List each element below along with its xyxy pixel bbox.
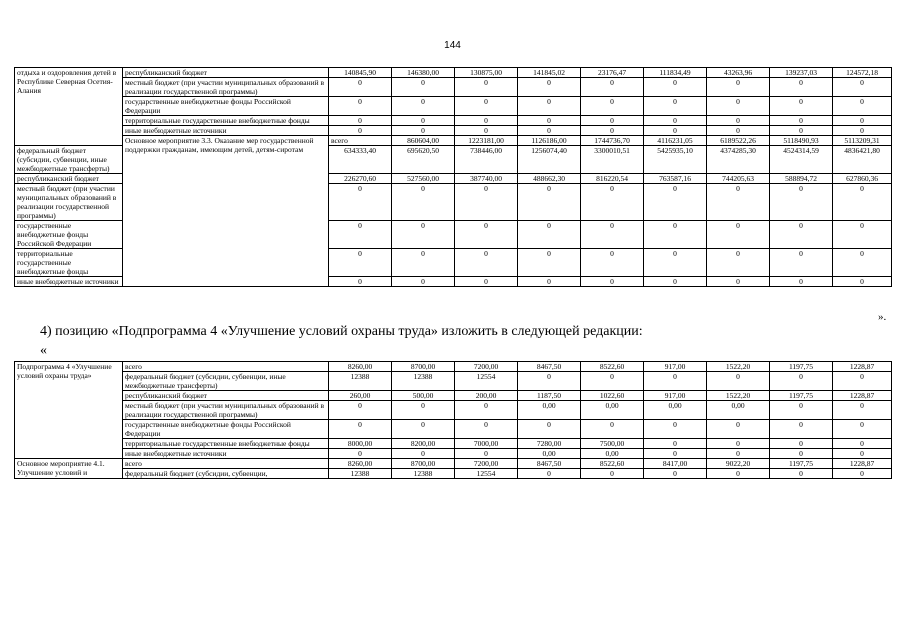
amount-cell: 0 xyxy=(770,420,833,439)
amount-cell: 8467,50 xyxy=(518,362,581,372)
amount-cell: 0 xyxy=(707,184,770,221)
amount-cell: 0 xyxy=(392,249,455,277)
funding-source-cell: федеральный бюджет (субсидии, субвенции, xyxy=(123,469,329,479)
amount-cell: 0 xyxy=(833,469,892,479)
table-row xyxy=(15,449,892,459)
funding-source-cell: республиканский бюджет xyxy=(123,391,329,401)
amount-cell: 0,00 xyxy=(644,401,707,420)
amount-cell: 8522,60 xyxy=(581,362,644,372)
table-row xyxy=(15,401,892,420)
amount-cell: 0 xyxy=(518,184,581,221)
amount-cell: 0 xyxy=(329,221,392,249)
amount-cell: 0 xyxy=(455,401,518,420)
amount-cell: 0 xyxy=(455,420,518,439)
amount-cell: 12554 xyxy=(455,372,518,391)
amount-cell: 43263,96 xyxy=(707,68,770,78)
amount-cell: 5113209,31 xyxy=(833,136,892,146)
amount-cell: 3300010,51 xyxy=(581,146,644,174)
amount-cell: 0 xyxy=(707,420,770,439)
amount-cell: 140845,90 xyxy=(329,68,392,78)
amount-cell: 4836421,80 xyxy=(833,146,892,174)
funding-source-cell: иные внебюджетные источники xyxy=(123,126,329,136)
amount-cell: 0 xyxy=(644,372,707,391)
amount-cell: 0 xyxy=(455,126,518,136)
amount-cell: 0 xyxy=(392,97,455,116)
amount-cell: 0 xyxy=(770,449,833,459)
amount-cell: 488662,30 xyxy=(518,174,581,184)
funding-source-cell: государственные внебюджетные фонды Российской Федерации xyxy=(15,221,123,249)
amount-cell: 0 xyxy=(707,469,770,479)
amount-cell: 387740,00 xyxy=(455,174,518,184)
amount-cell: 0 xyxy=(518,420,581,439)
amount-cell: 12388 xyxy=(392,372,455,391)
amount-cell: 0 xyxy=(770,184,833,221)
amount-cell: 860604,00 xyxy=(392,136,455,146)
amount-cell: 1187,50 xyxy=(518,391,581,401)
amount-cell: 4374285,30 xyxy=(707,146,770,174)
table-row xyxy=(15,116,892,126)
amount-cell: 1228,87 xyxy=(833,459,892,469)
amount-cell: 0 xyxy=(581,372,644,391)
funding-source-cell: республиканский бюджет xyxy=(123,68,329,78)
amount-cell: 0 xyxy=(518,221,581,249)
amount-cell: 0 xyxy=(833,126,892,136)
amount-cell: 0 xyxy=(707,78,770,97)
amount-cell: 0 xyxy=(329,420,392,439)
amount-cell: 0 xyxy=(707,221,770,249)
funding-source-cell: местный бюджет (при участии муниципальных образований в реализации государственной программы) xyxy=(123,78,329,97)
amount-cell: 763587,16 xyxy=(644,174,707,184)
table-row xyxy=(15,459,892,469)
amount-cell: 0 xyxy=(770,97,833,116)
amount-cell: 226270,60 xyxy=(329,174,392,184)
amount-cell: 1744736,70 xyxy=(581,136,644,146)
amount-cell: 634333,40 xyxy=(329,146,392,174)
amount-cell: 0 xyxy=(581,116,644,126)
amount-cell: 0 xyxy=(707,277,770,287)
opening-quote: « xyxy=(40,343,47,358)
amount-cell: 23176,47 xyxy=(581,68,644,78)
table-row xyxy=(15,391,892,401)
funding-source-cell: территориальные государственные внебюджетные фонды xyxy=(15,249,123,277)
amount-cell: 0 xyxy=(644,449,707,459)
amount-cell: 744205,63 xyxy=(707,174,770,184)
table-row xyxy=(15,372,892,391)
closing-quote: ». xyxy=(878,311,887,323)
funding-source-cell: государственные внебюджетные фонды Российской Федерации xyxy=(123,97,329,116)
amount-cell: 0 xyxy=(644,184,707,221)
amount-cell: 7200,00 xyxy=(455,459,518,469)
amount-cell: 0 xyxy=(329,401,392,420)
activity-name-cell: Основное мероприятие 3.3. Оказание мер государственной поддержки гражданам, имеющим детей, детям-сиротам xyxy=(123,136,329,287)
amount-cell: 141845,02 xyxy=(518,68,581,78)
amount-cell: 6189522,26 xyxy=(707,136,770,146)
amount-cell: 0 xyxy=(455,97,518,116)
funding-source-cell: территориальные государственные внебюджетные фонды xyxy=(123,439,329,449)
funding-source-cell: территориальные государственные внебюджетные фонды xyxy=(123,116,329,126)
amount-cell: 0 xyxy=(644,97,707,116)
amount-cell: 0 xyxy=(644,126,707,136)
amount-cell: 0 xyxy=(455,184,518,221)
funding-source-cell: всего xyxy=(329,136,392,146)
activity-name-cell: Основное мероприятие 4.1. Улучшение условий и xyxy=(15,459,123,479)
amount-cell: 0 xyxy=(581,469,644,479)
amount-cell: 0 xyxy=(770,439,833,449)
amount-cell: 0 xyxy=(518,116,581,126)
amount-cell: 0 xyxy=(329,277,392,287)
funding-source-cell: иные внебюджетные источники xyxy=(123,449,329,459)
amount-cell: 12388 xyxy=(329,469,392,479)
amount-cell: 0 xyxy=(455,221,518,249)
amount-cell: 8200,00 xyxy=(392,439,455,449)
table-row xyxy=(15,362,892,372)
amount-cell: 0 xyxy=(581,249,644,277)
amount-cell: 0 xyxy=(455,277,518,287)
amount-cell: 0 xyxy=(329,184,392,221)
amount-cell: 7280,00 xyxy=(518,439,581,449)
amount-cell: 7500,00 xyxy=(581,439,644,449)
table-row xyxy=(15,439,892,449)
amount-cell: 12388 xyxy=(329,372,392,391)
amount-cell: 0 xyxy=(581,78,644,97)
amount-cell: 588894,72 xyxy=(770,174,833,184)
amount-cell: 200,00 xyxy=(455,391,518,401)
amount-cell: 0 xyxy=(707,97,770,116)
amount-cell: 0 xyxy=(833,420,892,439)
amount-cell: 0 xyxy=(644,469,707,479)
amount-cell: 7000,00 xyxy=(455,439,518,449)
table-row xyxy=(15,136,892,146)
amount-cell: 9022,20 xyxy=(707,459,770,469)
amount-cell: 0 xyxy=(833,97,892,116)
amount-cell: 0 xyxy=(833,116,892,126)
amount-cell: 0 xyxy=(581,184,644,221)
amount-cell: 0 xyxy=(329,449,392,459)
amount-cell: 627860,36 xyxy=(833,174,892,184)
amendment-instruction: 4) позицию «Подпрограмма 4 «Улучшение условий охраны труда» изложить в следующей редакции: xyxy=(40,324,643,339)
amount-cell: 0 xyxy=(392,401,455,420)
amount-cell: 8467,50 xyxy=(518,459,581,469)
amount-cell: 0 xyxy=(329,97,392,116)
amount-cell: 0 xyxy=(581,420,644,439)
amount-cell: 0 xyxy=(518,277,581,287)
amount-cell: 0 xyxy=(392,116,455,126)
amount-cell: 1197,75 xyxy=(770,459,833,469)
amount-cell: 1228,87 xyxy=(833,362,892,372)
funding-source-cell: всего xyxy=(123,362,329,372)
amount-cell: 0 xyxy=(644,116,707,126)
amount-cell: 0 xyxy=(518,469,581,479)
amount-cell: 0 xyxy=(392,221,455,249)
amount-cell: 1228,87 xyxy=(833,391,892,401)
amount-cell: 0 xyxy=(518,97,581,116)
amount-cell: 1022,60 xyxy=(581,391,644,401)
funding-source-cell: местный бюджет (при участии муниципальных образований в реализации государственной программы) xyxy=(15,184,123,221)
amount-cell: 1197,75 xyxy=(770,362,833,372)
amount-cell: 0,00 xyxy=(518,449,581,459)
amount-cell: 0 xyxy=(518,249,581,277)
amount-cell: 1256074,40 xyxy=(518,146,581,174)
amount-cell: 4116231,05 xyxy=(644,136,707,146)
amount-cell: 0 xyxy=(455,449,518,459)
amount-cell: 0 xyxy=(392,184,455,221)
amount-cell: 0 xyxy=(518,126,581,136)
amount-cell: 0 xyxy=(770,372,833,391)
amount-cell: 738446,00 xyxy=(455,146,518,174)
amount-cell: 500,00 xyxy=(392,391,455,401)
amount-cell: 917,00 xyxy=(644,391,707,401)
amount-cell: 0 xyxy=(581,221,644,249)
amount-cell: 0,00 xyxy=(707,401,770,420)
amount-cell: 260,00 xyxy=(329,391,392,401)
amount-cell: 12388 xyxy=(392,469,455,479)
budget-table-subprogram-4 xyxy=(14,361,892,479)
amount-cell: 0 xyxy=(329,126,392,136)
amount-cell: 527560,00 xyxy=(392,174,455,184)
amount-cell: 0,00 xyxy=(581,401,644,420)
amount-cell: 0 xyxy=(392,277,455,287)
amount-cell: 0 xyxy=(707,449,770,459)
amount-cell: 0 xyxy=(644,249,707,277)
amount-cell: 8417,00 xyxy=(644,459,707,469)
table-row xyxy=(15,68,892,78)
amount-cell: 8260,00 xyxy=(329,362,392,372)
amount-cell: 0 xyxy=(770,126,833,136)
amount-cell: 0 xyxy=(833,249,892,277)
amount-cell: 0 xyxy=(770,249,833,277)
amount-cell: 0 xyxy=(329,78,392,97)
activity-name-cell: Подпрограмма 4 «Улучшение условий охраны труда» xyxy=(15,362,123,459)
amount-cell: 7200,00 xyxy=(455,362,518,372)
amount-cell: 8000,00 xyxy=(329,439,392,449)
amount-cell: 0 xyxy=(455,249,518,277)
amount-cell: 1197,75 xyxy=(770,391,833,401)
funding-source-cell: иные внебюджетные источники xyxy=(15,277,123,287)
amount-cell: 0 xyxy=(833,78,892,97)
table-row xyxy=(15,97,892,116)
amount-cell: 816220,54 xyxy=(581,174,644,184)
amount-cell: 111834,49 xyxy=(644,68,707,78)
amount-cell: 0 xyxy=(518,372,581,391)
amount-cell: 0 xyxy=(833,372,892,391)
activity-name-cell: отдыха и оздоровления детей в Республике Северная Осетия-Алания xyxy=(15,68,123,146)
amount-cell: 8700,00 xyxy=(392,459,455,469)
amount-cell: 917,00 xyxy=(644,362,707,372)
amount-cell: 124572,18 xyxy=(833,68,892,78)
amount-cell: 0 xyxy=(455,116,518,126)
amount-cell: 0 xyxy=(329,249,392,277)
amount-cell: 0 xyxy=(455,78,518,97)
amount-cell: 0 xyxy=(833,439,892,449)
amount-cell: 0 xyxy=(329,116,392,126)
amount-cell: 0 xyxy=(644,439,707,449)
amount-cell: 5425935,10 xyxy=(644,146,707,174)
amount-cell: 0 xyxy=(770,277,833,287)
amount-cell: 0 xyxy=(392,78,455,97)
amount-cell: 5118490,93 xyxy=(770,136,833,146)
amount-cell: 0,00 xyxy=(581,449,644,459)
amount-cell: 1126186,00 xyxy=(518,136,581,146)
table-row xyxy=(15,126,892,136)
amount-cell: 0 xyxy=(392,420,455,439)
amount-cell: 0 xyxy=(770,221,833,249)
amount-cell: 8522,60 xyxy=(581,459,644,469)
amount-cell: 0 xyxy=(581,277,644,287)
funding-source-cell: всего xyxy=(123,459,329,469)
amount-cell: 139237,03 xyxy=(770,68,833,78)
amount-cell: 0 xyxy=(833,221,892,249)
amount-cell: 0 xyxy=(770,401,833,420)
amount-cell: 0 xyxy=(581,97,644,116)
table-row xyxy=(15,420,892,439)
amount-cell: 0 xyxy=(392,126,455,136)
amount-cell: 0 xyxy=(707,126,770,136)
funding-source-cell: федеральный бюджет (субсидии, субвенции, иные межбюджетные трансферты) xyxy=(123,372,329,391)
amount-cell: 0 xyxy=(707,249,770,277)
amount-cell: 0 xyxy=(707,439,770,449)
amount-cell: 0 xyxy=(833,449,892,459)
amount-cell: 0 xyxy=(770,469,833,479)
page-number: 144 xyxy=(444,40,461,51)
amount-cell: 0 xyxy=(644,78,707,97)
amount-cell: 0 xyxy=(392,449,455,459)
amount-cell: 0 xyxy=(833,277,892,287)
amount-cell: 0 xyxy=(833,184,892,221)
amount-cell: 130875,00 xyxy=(455,68,518,78)
amount-cell: 0 xyxy=(833,401,892,420)
table-row xyxy=(15,469,892,479)
amount-cell: 0 xyxy=(707,116,770,126)
amount-cell: 1223181,00 xyxy=(455,136,518,146)
funding-source-cell: республиканский бюджет xyxy=(15,174,123,184)
funding-source-cell: местный бюджет (при участии муниципальных образований в реализации государственной программы) xyxy=(123,401,329,420)
amount-cell: 0 xyxy=(644,420,707,439)
amount-cell: 0 xyxy=(581,126,644,136)
amount-cell: 0,00 xyxy=(518,401,581,420)
amount-cell: 0 xyxy=(518,78,581,97)
amount-cell: 695620,50 xyxy=(392,146,455,174)
amount-cell: 1522,20 xyxy=(707,391,770,401)
amount-cell: 0 xyxy=(770,78,833,97)
amount-cell: 8260,00 xyxy=(329,459,392,469)
amount-cell: 8700,00 xyxy=(392,362,455,372)
amount-cell: 0 xyxy=(644,221,707,249)
amount-cell: 0 xyxy=(770,116,833,126)
amount-cell: 0 xyxy=(644,277,707,287)
table-row xyxy=(15,78,892,97)
funding-source-cell: федеральный бюджет (субсидии, субвенции, иные межбюджетные трансферты) xyxy=(15,146,123,174)
amount-cell: 1522,20 xyxy=(707,362,770,372)
amount-cell: 12554 xyxy=(455,469,518,479)
funding-source-cell: государственные внебюджетные фонды Российской Федерации xyxy=(123,420,329,439)
amount-cell: 146380,00 xyxy=(392,68,455,78)
amount-cell: 0 xyxy=(707,372,770,391)
budget-table-subprogram-3 xyxy=(14,67,892,287)
amount-cell: 4524314,59 xyxy=(770,146,833,174)
